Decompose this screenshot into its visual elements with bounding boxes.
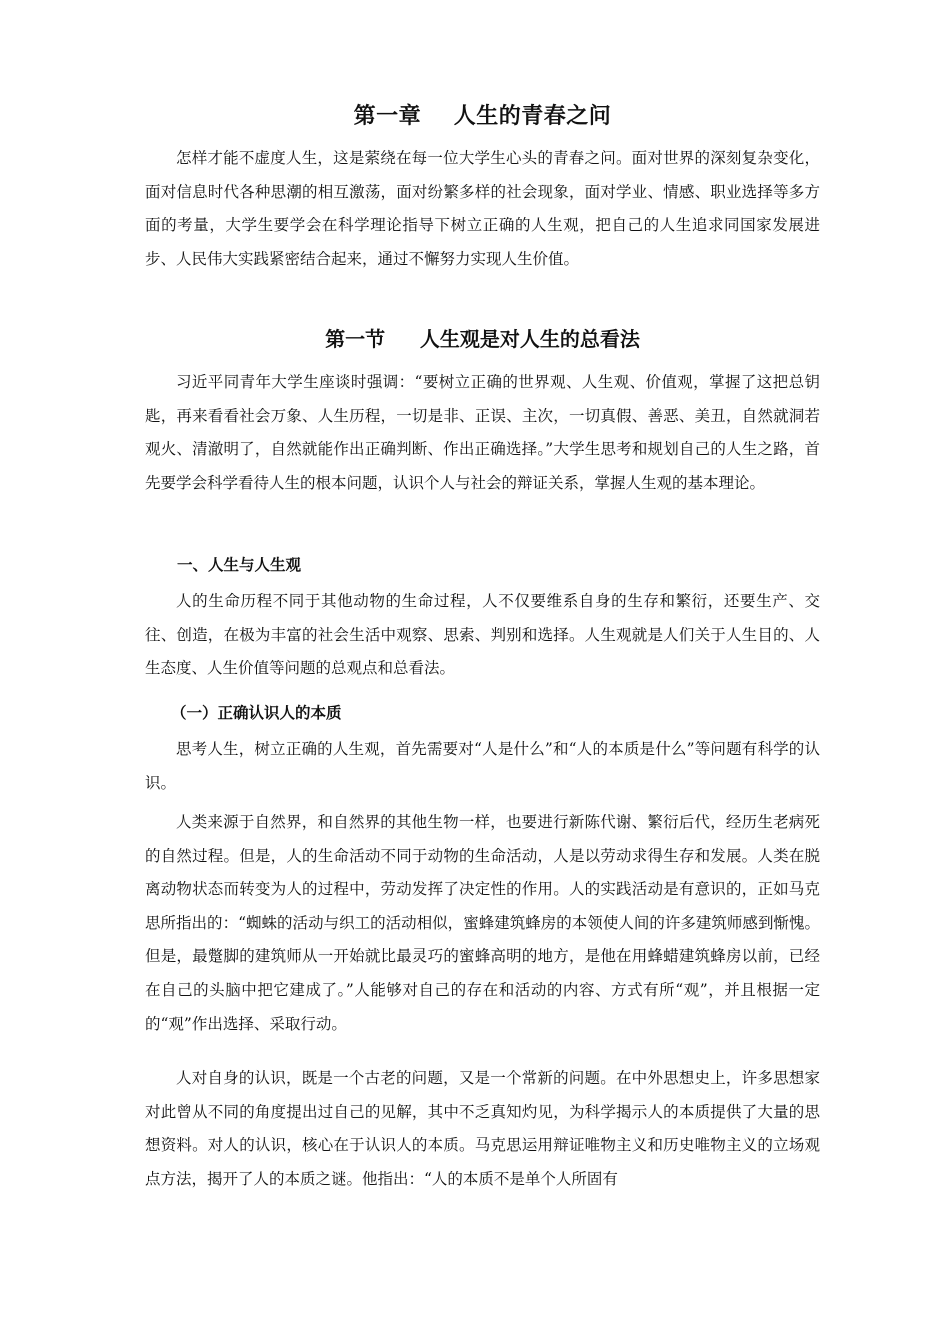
paragraph-self-understanding: 人对自身的认识，既是一个古老的问题，又是一个常新的问题。在中外思想史上，许多思想家对此曾从不同的角度提出过自己的见解，其中不乏真知灼见，为科学揭示人的本质提供了大量的思想资料。对人的认识，核心在于认识人的本质。马克思运用辩证唯物主义和历史唯物主义的立场观点方法，揭开了人的本质之谜。他指出：“人的本质不是单个人所固有 (145, 1069, 820, 1188)
heading-human-life-and-outlook: 一、人生与人生观 (177, 555, 302, 574)
chapter-title: 第一章 人生的青春之问 (353, 103, 612, 129)
paragraph-thinking-about-life: 思考人生，树立正确的人生观，首先需要对“人是什么”和“人的本质是什么”等问题有科学的认识。 (145, 740, 820, 792)
subheading-human-essence: （一）正确认识人的本质 (171, 703, 342, 722)
paragraph-human-origin: 人类来源于自然界，和自然界的其他生物一样，也要进行新陈代谢、繁衍后代，经历生老病死的自然过程。但是，人的生命活动不同于动物的生命活动，人是以劳动求得生存和发展。人类在脱离动物状态而转变为人的过程中，劳动发挥了决定性的作用。人的实践活动是有意识的，正如马克思所指出的：“蜘蛛的活动与织工的活动相似，蜜蜂建筑蜂房的本领使人间的许多建筑师感到惭愧。但是，最蹩脚的建筑师从一开始就比最灵巧的蜜蜂高明的地方，是他在用蜂蜡建筑蜂房以前，已经在自己的头脑中把它建成了。”人能够对自己的存在和活动的内容、方式有所“观”，并且根据一定的“观”作出选择、采取行动。 (145, 813, 820, 1033)
chapter-intro-paragraph: 怎样才能不虚度人生，这是萦绕在每一位大学生心头的青春之问。面对世界的深刻复杂变化，面对信息时代各种思潮的相互激荡，面对纷繁多样的社会现象，面对学业、情感、职业选择等多方面的考量，大学生要学会在科学理论指导下树立正确的人生观，把自己的人生追求同国家发展进步、人民伟大实践紧密结合起来，通过不懈努力实现人生价值。 (145, 149, 820, 268)
section-intro-paragraph: 习近平同青年大学生座谈时强调：“要树立正确的世界观、人生观、价值观，掌握了这把总钥匙，再来看看社会万象、人生历程，一切是非、正误、主次，一切真假、善恶、美丑，自然就洞若观火、清澈明了，自然就能作出正确判断、作出正确选择。”大学生思考和规划自己的人生之路，首先要学会科学看待人生的根本问题，认识个人与社会的辩证关系，掌握人生观的基本理论。 (145, 373, 820, 492)
paragraph-life-course: 人的生命历程不同于其他动物的生命过程，人不仅要维系自身的生存和繁衍，还要生产、交往、创造，在极为丰富的社会生活中观察、思索、判别和选择。人生观就是人们关于人生目的、人生态度、人生价值等问题的总观点和总看法。 (145, 592, 820, 678)
section-title: 第一节 人生观是对人生的总看法 (325, 327, 640, 351)
